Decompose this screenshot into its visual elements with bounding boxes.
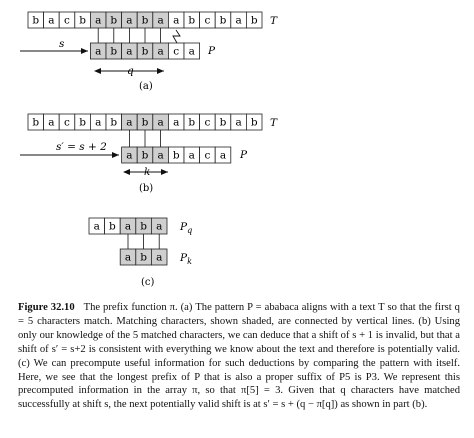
- pk-row: [120, 249, 167, 265]
- match-lines: [98, 28, 160, 43]
- char-text: a: [157, 116, 164, 129]
- char-text: a: [156, 251, 163, 264]
- caption-text: The prefix function π. (a) The pattern P = ababaca aligns with a text T so that the first q = 5 characters match. Matching characters, shown shaded, are connected by vertical lines. (b) Using only our knowledge of the 5 matched characters, we can deduce that a shift of s + 1 is invalid, but that a shift of s′ = s+2 is consistent with everything we know about the text and therefore is potentially valid. (c) We can precompute useful information for such deductions by comparing the pattern with itself. Here, we see that the longest prefix of P that is also a proper suffix of P5 is P3. We represent this precomputed information in the array π, so that π[5] = 3. Given that q characters have matched successfully at shift s, the next potentially valid shift is at s′ = s + (q − π[q]) as shown in part (b).: [18, 302, 460, 411]
- char-text: a: [157, 45, 164, 58]
- char-cell: [200, 147, 216, 163]
- char-cell: [215, 114, 231, 130]
- char-cell: [90, 114, 106, 130]
- char-cell: [153, 114, 169, 130]
- char-cell: [122, 114, 138, 130]
- char-text: c: [173, 45, 180, 58]
- char-text: c: [204, 14, 211, 27]
- char-cell: [215, 12, 231, 28]
- char-text: b: [79, 116, 86, 129]
- text-label: T: [270, 117, 278, 129]
- char-cell: [137, 147, 153, 163]
- char-text: b: [219, 116, 227, 129]
- panel-c-sublabel: (c): [141, 277, 155, 288]
- char-text: b: [250, 14, 258, 27]
- text-label: T: [270, 15, 278, 27]
- char-text: b: [141, 149, 149, 162]
- char-cell: [137, 12, 153, 28]
- panel-a-sublabel: (a): [139, 81, 153, 92]
- char-text: a: [93, 220, 100, 233]
- pattern-row: [122, 147, 231, 163]
- char-cell: [200, 114, 216, 130]
- char-text: b: [250, 116, 258, 129]
- pattern-row: [90, 43, 199, 59]
- figure-number: Figure 32.10: [18, 302, 75, 313]
- k-label: k: [144, 166, 151, 178]
- char-cell: [200, 12, 216, 28]
- char-cell: [168, 43, 184, 59]
- char-text: a: [157, 149, 164, 162]
- panel-b-sublabel: (b): [139, 183, 154, 194]
- char-text: b: [219, 14, 227, 27]
- char-cell: [136, 218, 152, 234]
- char-cell: [168, 114, 184, 130]
- char-cell: [44, 114, 60, 130]
- char-text: a: [95, 14, 102, 27]
- char-text: b: [141, 14, 149, 27]
- char-text: a: [157, 14, 164, 27]
- char-cell: [153, 43, 169, 59]
- char-text: c: [204, 149, 211, 162]
- char-text: c: [204, 116, 211, 129]
- char-cell: [184, 12, 200, 28]
- shift-label: s′ = s + 2: [56, 141, 107, 153]
- char-cell: [59, 114, 75, 130]
- char-text: b: [172, 149, 180, 162]
- char-cell: [122, 147, 138, 163]
- char-text: b: [32, 14, 40, 27]
- char-cell: [106, 43, 122, 59]
- char-text: a: [156, 220, 163, 233]
- match-lines: [128, 234, 159, 249]
- char-text: a: [219, 149, 227, 162]
- char-cell: [89, 218, 105, 234]
- char-text: b: [141, 116, 149, 129]
- char-cell: [59, 12, 75, 28]
- pq-label: $P_q$: [180, 221, 193, 235]
- char-text: b: [32, 116, 40, 129]
- char-text: a: [188, 149, 195, 162]
- char-text: a: [95, 45, 102, 58]
- char-text: a: [235, 116, 242, 129]
- char-text: b: [140, 220, 147, 233]
- match-lines: [129, 130, 160, 147]
- pattern-label: P: [240, 149, 248, 161]
- char-text: b: [140, 251, 147, 264]
- pk-label: $P_k$: [180, 252, 192, 266]
- char-cell: [246, 12, 262, 28]
- panel-c: [89, 218, 192, 288]
- char-cell: [44, 12, 60, 28]
- char-cell: [168, 147, 184, 163]
- char-cell: [137, 114, 153, 130]
- char-text: c: [64, 14, 70, 27]
- char-text: a: [126, 149, 133, 162]
- char-cell: [122, 12, 138, 28]
- char-cell: [75, 12, 91, 28]
- char-cell: [120, 218, 136, 234]
- char-cell: [122, 43, 138, 59]
- pattern-label: P: [208, 45, 216, 57]
- char-cell: [153, 147, 169, 163]
- char-cell: [231, 114, 247, 130]
- char-text: a: [126, 14, 133, 27]
- pq-row: [89, 218, 167, 234]
- text-string-row: [28, 12, 262, 28]
- char-cell: [151, 249, 167, 265]
- char-text: a: [173, 116, 180, 129]
- char-text: a: [235, 14, 242, 27]
- char-cell: [246, 114, 262, 130]
- q-label: q: [127, 65, 134, 77]
- char-text: a: [48, 116, 55, 129]
- char-cell: [153, 12, 169, 28]
- char-text: a: [173, 14, 180, 27]
- figure-caption: [18, 301, 460, 412]
- char-text: a: [124, 251, 132, 264]
- char-cell: [215, 147, 231, 163]
- panel-b: [20, 114, 278, 194]
- char-text: b: [141, 45, 149, 58]
- char-text: a: [95, 116, 102, 129]
- shift-label: s: [59, 38, 65, 50]
- char-text: b: [79, 14, 86, 27]
- char-text: a: [48, 14, 55, 27]
- char-text: a: [188, 45, 195, 58]
- char-text: b: [110, 116, 118, 129]
- char-cell: [28, 12, 44, 28]
- char-text: b: [109, 220, 116, 233]
- mismatch-mark: [173, 30, 180, 43]
- char-text: a: [126, 116, 133, 129]
- char-cell: [231, 12, 247, 28]
- char-cell: [90, 12, 106, 28]
- char-cell: [136, 249, 152, 265]
- char-cell: [106, 114, 122, 130]
- char-text: b: [110, 45, 118, 58]
- char-cell: [137, 43, 153, 59]
- char-text: b: [188, 116, 196, 129]
- char-cell: [90, 43, 106, 59]
- char-cell: [120, 249, 136, 265]
- char-cell: [28, 114, 44, 130]
- char-cell: [106, 12, 122, 28]
- char-cell: [151, 218, 167, 234]
- char-text: b: [188, 14, 196, 27]
- text-string-row: [28, 114, 262, 130]
- char-text: a: [126, 45, 133, 58]
- char-cell: [168, 12, 184, 28]
- char-cell: [184, 43, 200, 59]
- panel-a: [20, 12, 278, 92]
- char-cell: [184, 114, 200, 130]
- char-cell: [105, 218, 121, 234]
- char-text: b: [110, 14, 118, 27]
- char-text: a: [124, 220, 132, 233]
- char-cell: [184, 147, 200, 163]
- char-cell: [75, 114, 91, 130]
- char-text: c: [64, 116, 70, 129]
